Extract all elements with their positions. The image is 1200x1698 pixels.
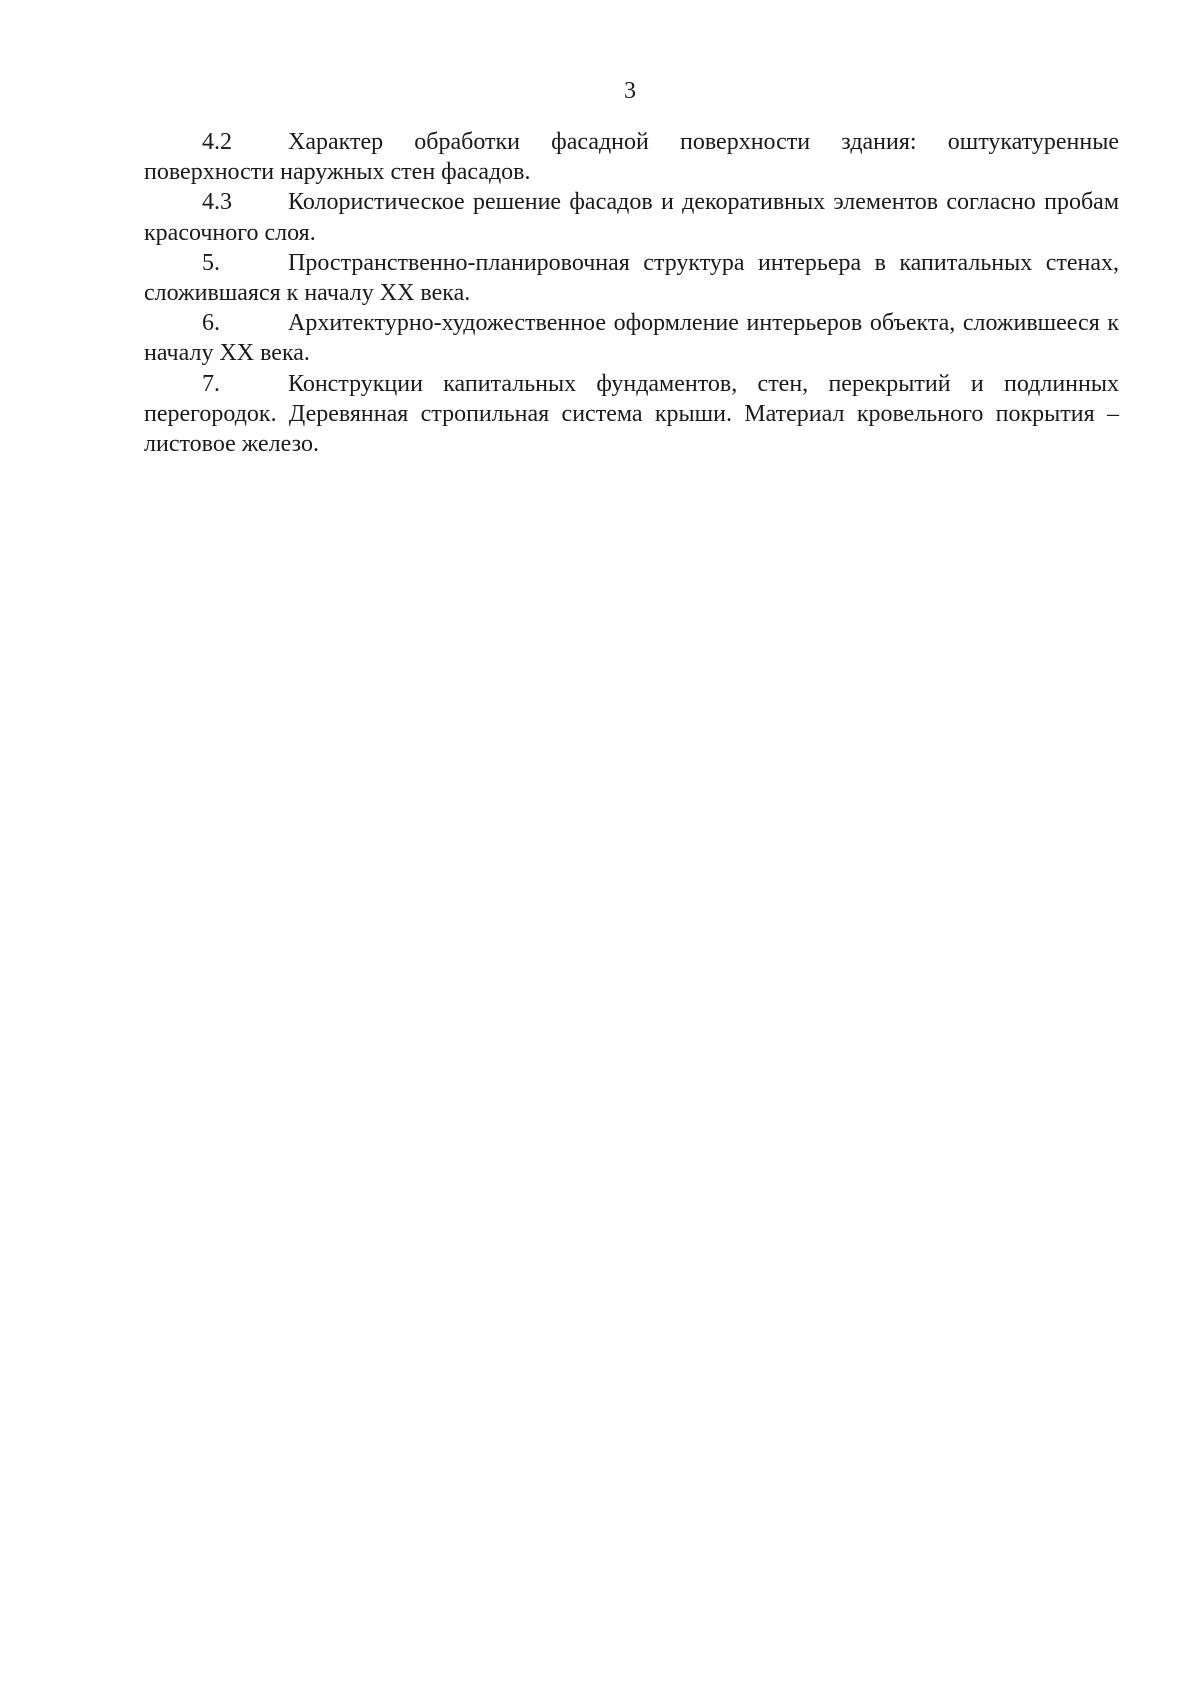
- list-item: [144, 248, 1119, 308]
- item-number: 7.: [202, 370, 220, 397]
- item-text: Архитектурно-художественное оформление интерьеров объекта, сложившееся к началу XX века.: [144, 310, 1119, 367]
- document-body: [144, 127, 1119, 459]
- list-item: [144, 308, 1119, 368]
- list-item: [144, 369, 1119, 460]
- list-item: [144, 187, 1119, 247]
- item-text: Характер обработки фасадной поверхности здания: оштукатуренные поверхности наружных стен фасадов.: [144, 129, 1119, 186]
- item-number: 4.2: [202, 129, 232, 155]
- item-number: 5.: [202, 249, 220, 276]
- item-number: 6.: [202, 310, 220, 337]
- item-text: Колористическое решение фасадов и декоративных элементов согласно пробам красочного слоя.: [144, 189, 1119, 246]
- item-number: 4.3: [202, 189, 232, 216]
- page-number: 3: [624, 78, 636, 104]
- item-text: Пространственно-планировочная структура интерьера в капитальных стенах, сложившаяся к началу XX века.: [144, 249, 1119, 307]
- list-item: [144, 127, 1119, 187]
- item-text: Конструкции капитальных фундаментов, стен, перекрытий и подлинных перегородок. Деревянная стропильная система крыши. Материал кровельного покрытия – листовое железо.: [144, 370, 1119, 458]
